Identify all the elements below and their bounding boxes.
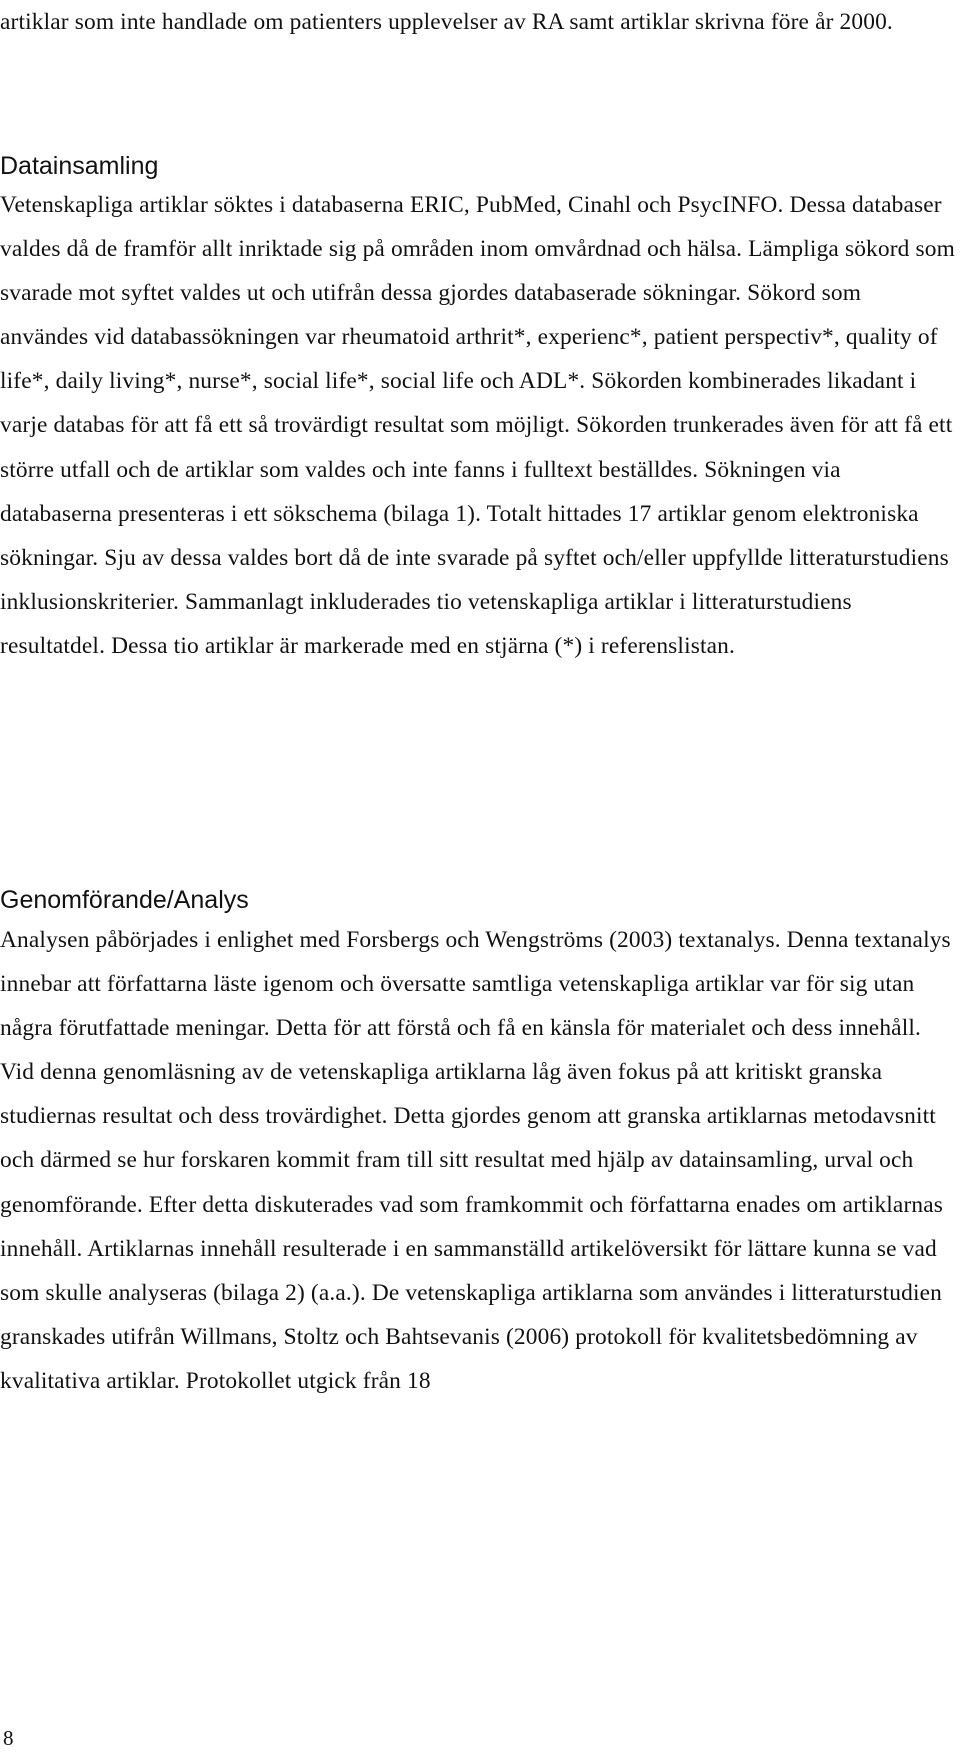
- section-heading-genomforande-analys: Genomförande/Analys: [0, 886, 249, 914]
- page-number: 8: [3, 1726, 14, 1750]
- section-heading-datainsamling: Datainsamling: [0, 152, 159, 180]
- section-body-datainsamling: Vetenskapliga artiklar söktes i databaserna ERIC, PubMed, Cinahl och PsycINFO. Dessa databaser valdes då de framför allt inriktade sig på områden inom omvårdnad och hälsa. Lämpliga sökord som svarade mot syftet valdes ut och utifrån dessa gjordes databaserade sökningar. Sökord som användes vid databassökningen var rheumatoid arthrit*, experienc*, patient perspectiv*, quality of life*, daily living*, nurse*, social life*, social life och ADL*. Sökorden kombinerades likadant i varje databas för att få ett så trovärdigt resultat som möjligt. Sökorden trunkerades även för att få ett större utfall och de artiklar som valdes och inte fanns i fulltext beställdes. Sökningen via databaserna presenteras i ett sökschema (bilaga 1). Totalt hittades 17 artiklar genom elektroniska sökningar. Sju av dessa valdes bort då de inte svarade på syftet och/eller uppfyllde litteraturstudiens inklusionskriterier. Sammanlagt inkluderades tio vetenskapliga artiklar i litteraturstudiens resultatdel. Dessa tio artiklar är markerade med en stjärna (*) i referenslistan.: [0, 192, 955, 659]
- section-body-genomforande-analys: Analysen påbörjades i enlighet med Forsbergs och Wengströms (2003) textanalys. Denna textanalys innebar att författarna läste igenom och översatte samtliga vetenskapliga artiklar var för sig utan några förutfattade meningar. Detta för att förstå och få en känsla för materialet och dess innehåll. Vid denna genomläsning av de vetenskapliga artiklarna låg även fokus på att kritiskt granska studiernas resultat och dess trovärdighet. Detta gjordes genom att granska artiklarnas metodavsnitt och därmed se hur forskaren kommit fram till sitt resultat med hjälp av datainsamling, urval och genomförande. Efter detta diskuterades vad som framkommit och författarna enades om artiklarnas innehåll. Artiklarnas innehåll resulterade i en sammanställd artikelöversikt för lättare kunna se vad som skulle analyseras (bilaga 2) (a.a.). De vetenskapliga artiklarna som användes i litteraturstudien granskades utifrån Willmans, Stoltz och Bahtsevanis (2006) protokoll för kvalitetsbedömning av kvalitativa artiklar. Protokollet utgick från 18: [0, 927, 951, 1394]
- intro-paragraph: artiklar som inte handlade om patienters upplevelser av RA samt artiklar skrivna före år 2000.: [0, 9, 893, 35]
